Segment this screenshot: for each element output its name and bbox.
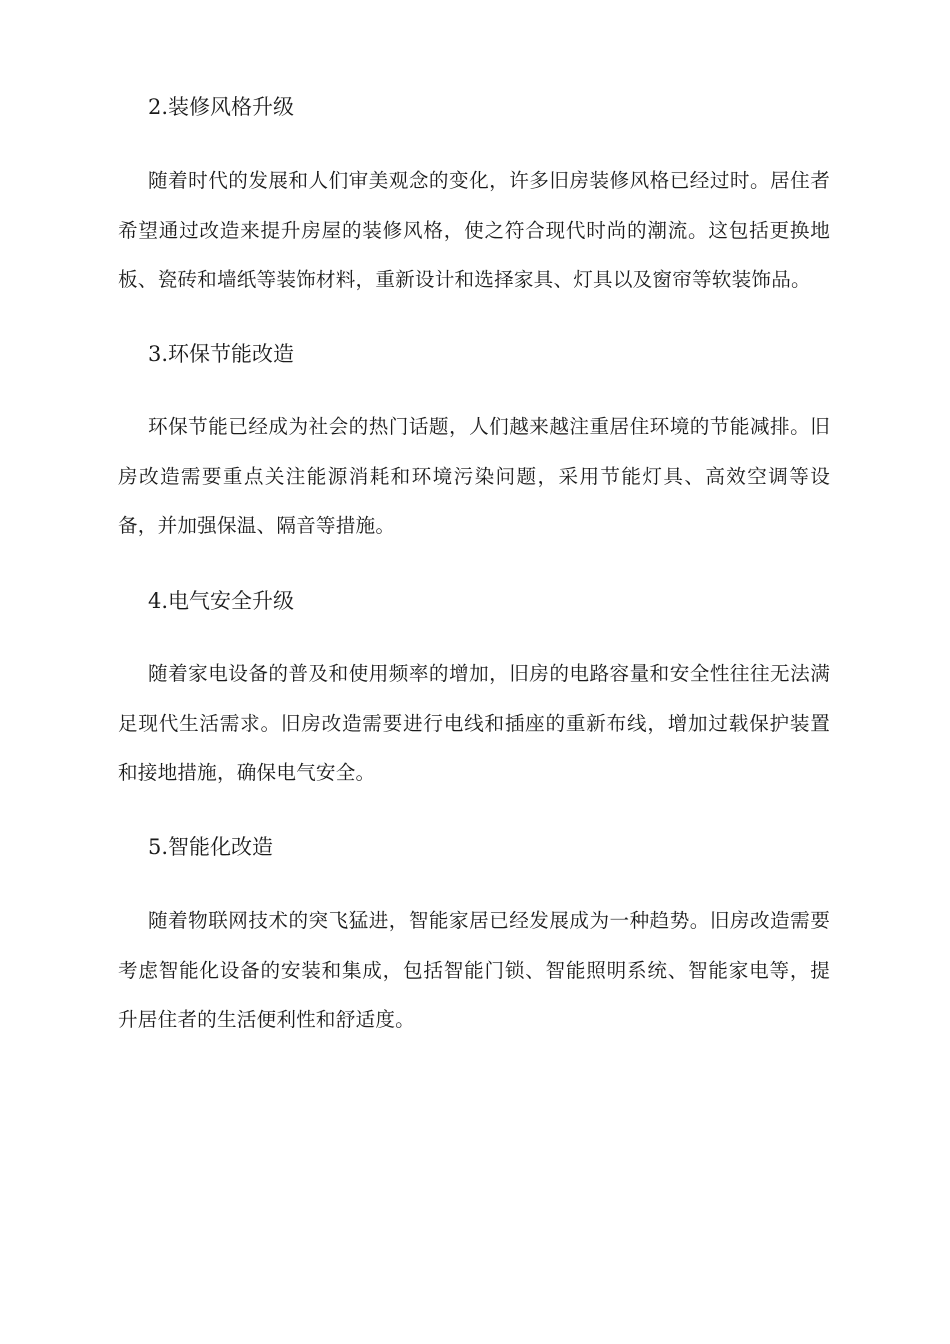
section-heading-style-upgrade: 2.装修风格升级 [148, 95, 295, 119]
section-body-electrical-safety: 随着家电设备的普及和使用频率的增加，旧房的电路容量和安全性往往无法满足现代生活需求。旧房改造需要进行电线和插座的重新布线，增加过载保护装置和接地措施，确保电气安全。 [118, 662, 830, 784]
section-body-smart-home: 随着物联网技术的突飞猛进，智能家居已经发展成为一种趋势。旧房改造需要考虑智能化设备的安装和集成，包括智能门锁、智能照明系统、智能家电等，提升居住者的生活便利性和舒适度。 [118, 909, 830, 1031]
section-heading-electrical-safety: 4.电气安全升级 [148, 589, 295, 613]
section-heading-eco-energy: 3.环保节能改造 [148, 342, 295, 366]
section-body-style-upgrade: 随着时代的发展和人们审美观念的变化，许多旧房装修风格已经过时。居住者希望通过改造来提升房屋的装修风格，使之符合现代时尚的潮流。这包括更换地板、瓷砖和墙纸等装饰材料，重新设计和选择家具、灯具以及窗帘等软装饰品。 [118, 169, 830, 291]
section-body-eco-energy: 环保节能已经成为社会的热门话题，人们越来越注重居住环境的节能减排。旧房改造需要重点关注能源消耗和环境污染问题，采用节能灯具、高效空调等设备，并加强保温、隔音等措施。 [118, 415, 830, 537]
section-heading-smart-home: 5.智能化改造 [148, 835, 274, 859]
